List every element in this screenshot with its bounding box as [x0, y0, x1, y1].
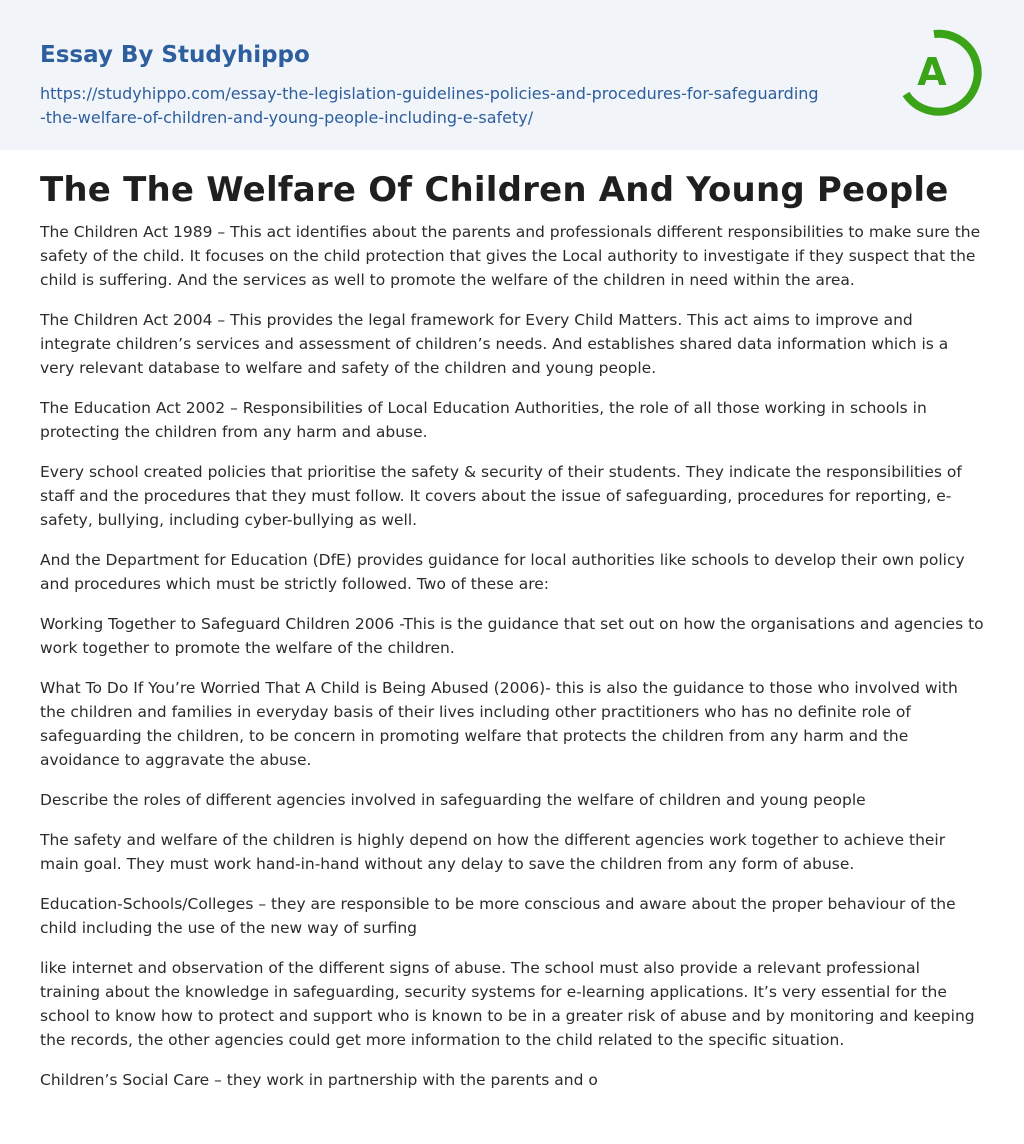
studyhippo-logo-icon[interactable]	[896, 28, 986, 118]
paragraph: Working Together to Safeguard Children 2006 -This is the guidance that set out on how the organisations and agencies to work together to promote the welfare of the children.	[40, 615, 984, 657]
site-header	[0, 0, 1024, 150]
paragraph: Every school created policies that prioritise the safety & security of their students. They indicate the responsibilities of staff and the procedures that they must follow. It covers about the issue of safeguarding, procedures for reporting, e-safety, bullying, including cyber-bullying as well.	[40, 463, 962, 529]
paragraph: like internet and observation of the different signs of abuse. The school must also provide a relevant professional training about the knowledge in safeguarding, security systems for e-learning applications. It’s very essential for the school to know how to protect and support who is known to be in a greater risk of abuse and by monitoring and keeping the records, the other agencies could get more information to the child related to the specific situation.	[40, 959, 975, 1049]
paragraph: What To Do If You’re Worried That A Child is Being Abused (2006)- this is also the guidance to those who involved with the children and families in everyday basis of their lives including other practitioners who has no definite role of safeguarding the children, to be concern in promoting welfare that protects the children from any harm and the avoidance to aggravate the abuse.	[40, 679, 958, 769]
paragraph: Describe the roles of different agencies involved in safeguarding the welfare of children and young people	[40, 791, 866, 809]
logo-letter: A	[917, 50, 947, 94]
paragraph: Education-Schools/Colleges – they are responsible to be more conscious and aware about the proper behaviour of the child including the use of the new way of surfing	[40, 895, 956, 937]
paragraph: The Education Act 2002 – Responsibilities of Local Education Authorities, the role of all those working in schools in protecting the children from any harm and abuse.	[40, 399, 927, 441]
paragraph: The Children Act 1989 – This act identifies about the parents and professionals different responsibilities to make sure the safety of the child. It focuses on the child protection that gives the Local authority to investigate if they suspect that the child is suffering. And the services as well to promote the welfare of the children in need within the area.	[40, 223, 981, 289]
paragraph: The safety and welfare of the children is highly depend on how the different agencies work together to achieve their main goal. They must work hand-in-hand without any delay to save the children from any form of abuse.	[40, 831, 946, 873]
source-url-link[interactable]: https://studyhippo.com/essay-the-legislation-guidelines-policies-and-procedures-for-safeguarding-the-welfare-of-children-and-young-people-including-e-safety/	[40, 84, 819, 127]
paragraph: And the Department for Education (DfE) provides guidance for local authorities like schools to develop their own policy and procedures which must be strictly followed. Two of these are:	[40, 551, 965, 593]
paragraph: The Children Act 2004 – This provides the legal framework for Every Child Matters. This act aims to improve and integrate children’s services and assessment of children’s needs. And establishes shared data information which is a very relevant database to welfare and safety of the children and young people.	[40, 311, 949, 377]
article	[0, 150, 1024, 1092]
paragraph: Children’s Social Care – they work in partnership with the parents and o	[40, 1071, 598, 1089]
page-title: The The Welfare Of Children And Young People	[40, 170, 949, 210]
brand-name[interactable]: Essay By Studyhippo	[40, 42, 310, 68]
